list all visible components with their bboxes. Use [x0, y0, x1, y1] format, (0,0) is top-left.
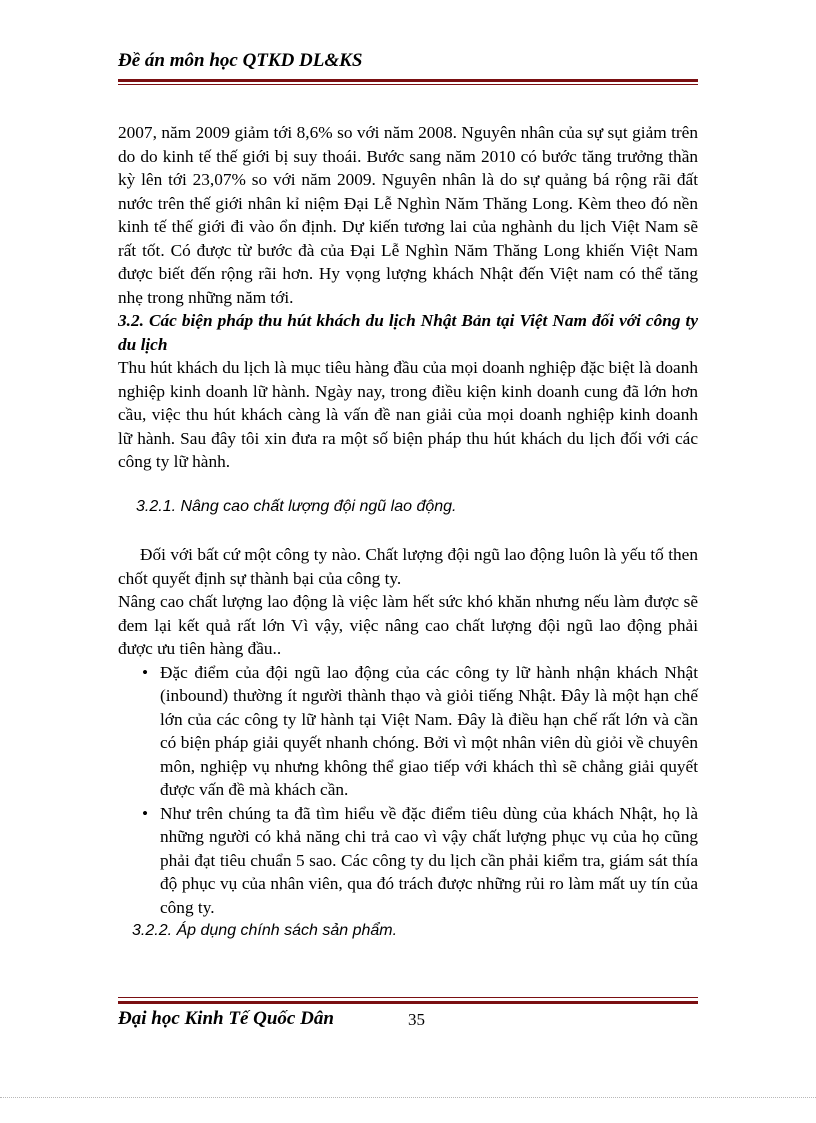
page-number: 35: [408, 1010, 425, 1029]
header-rule-thin: [118, 84, 698, 85]
bullet-list: [118, 661, 698, 920]
header-rule-thick: [118, 79, 698, 82]
intro-paragraph: 2007, năm 2009 giảm tới 8,6% so với năm 2008. Nguyên nhân của sự sụt giảm trên do do kinh tế thế giới bị suy thoái. Bước sang năm 2010 có bước tăng trưởng thần kỳ lên tới 23,07% so với năm 2009. Nguyên nhân là do sự quảng bá rộng rãi đất nước trên thế giới nhân kỉ niệm Đại Lễ Nghìn Năm Thăng Long. Kèm theo đó nền kinh tế thế giới đi vào ổn định. Dự kiến tương lai của nghành du lịch Việt Nam sẽ rất tốt. Có được từ bước đà của Đại Lễ Nghìn Năm Thăng Long khiến Việt Nam được biết đến rộng rãi hơn. Hy vọng lượng khách Nhật đến Việt nam có thể tăng nhẹ trong những năm tới.: [118, 123, 698, 307]
subsection-1-paragraph-1: Đối với bất cứ một công ty nào. Chất lượng đội ngũ lao động luôn là yếu tố then chốt quyết định sự thành bại của công ty.: [118, 545, 698, 588]
page-bottom-divider: [0, 1097, 816, 1098]
bullet-text: Như trên chúng ta đã tìm hiểu về đặc điểm tiêu dùng của khách Nhật, họ là những người có khả năng chi trả cao vì vậy chất lượng phục vụ của họ cũng phải đạt tiêu chuẩn 5 sao. Các công ty du lịch cần phải kiểm tra, giám sát thía độ phục vụ của nhân viên, qua đó trách được những rủi ro làm mất uy tín của công ty.: [160, 803, 698, 917]
list-item: [118, 661, 698, 802]
bullet-marker: •: [142, 803, 149, 823]
page-body: [118, 121, 698, 943]
list-item: [118, 802, 698, 920]
subsection-1-heading: 3.2.1. Nâng cao chất lượng đội ngũ lao động.: [136, 497, 457, 515]
bullet-text: Đặc điểm của đội ngũ lao động của các công ty lữ hành nhận khách Nhật (inbound) thường ít người thành thạo và giỏi tiếng Nhật. Đây là một hạn chế lớn của các công ty lữ hành tại Việt Nam. Đây là điều hạn chế rất lớn và cần có biện pháp giải quyết nhanh chóng. Bởi vì một nhân viên dù giỏi về chuyên môn, nghiệp vụ nhưng không thể giao tiếp với khách thì sẽ chẳng giải quyết được vấn đề mà khách cần.: [160, 662, 698, 799]
section-paragraph: Thu hút khách du lịch là mục tiêu hàng đầu của mọi doanh nghiệp đặc biệt là doanh nghiệp kinh doanh lữ hành. Ngày nay, trong điều kiện kinh doanh cung đã lớn hơn cầu, việc thu hút khách càng là vấn đề nan giải của mọi doanh nghiệp kinh doanh lữ hành. Sau đây tôi xin đưa ra một số biện pháp thu hút khách du lịch đối với các công ty lữ hành.: [118, 358, 698, 471]
footer-rule-thick: [118, 1001, 698, 1004]
section-heading: 3.2. Các biện pháp thu hút khách du lịch Nhật Bản tại Việt Nam đối với công ty du lịch: [118, 311, 698, 354]
subsection-1-paragraph-2: Nâng cao chất lượng lao động là việc làm hết sức khó khăn nhưng nếu làm được sẽ đem lại kết quả rất lớn Vì vậy, việc nâng cao chất lượng đội ngũ lao động phải được ưu tiên hàng đầu..: [118, 592, 698, 658]
page-footer-title: Đại học Kinh Tế Quốc Dân: [118, 1008, 334, 1029]
bullet-marker: •: [142, 662, 149, 682]
footer-rule-thin: [118, 997, 698, 998]
page-header-title: Đề án môn học QTKD DL&KS: [118, 50, 363, 71]
subsection-2-heading: 3.2.2. Áp dụng chính sách sản phẩm.: [132, 922, 398, 939]
